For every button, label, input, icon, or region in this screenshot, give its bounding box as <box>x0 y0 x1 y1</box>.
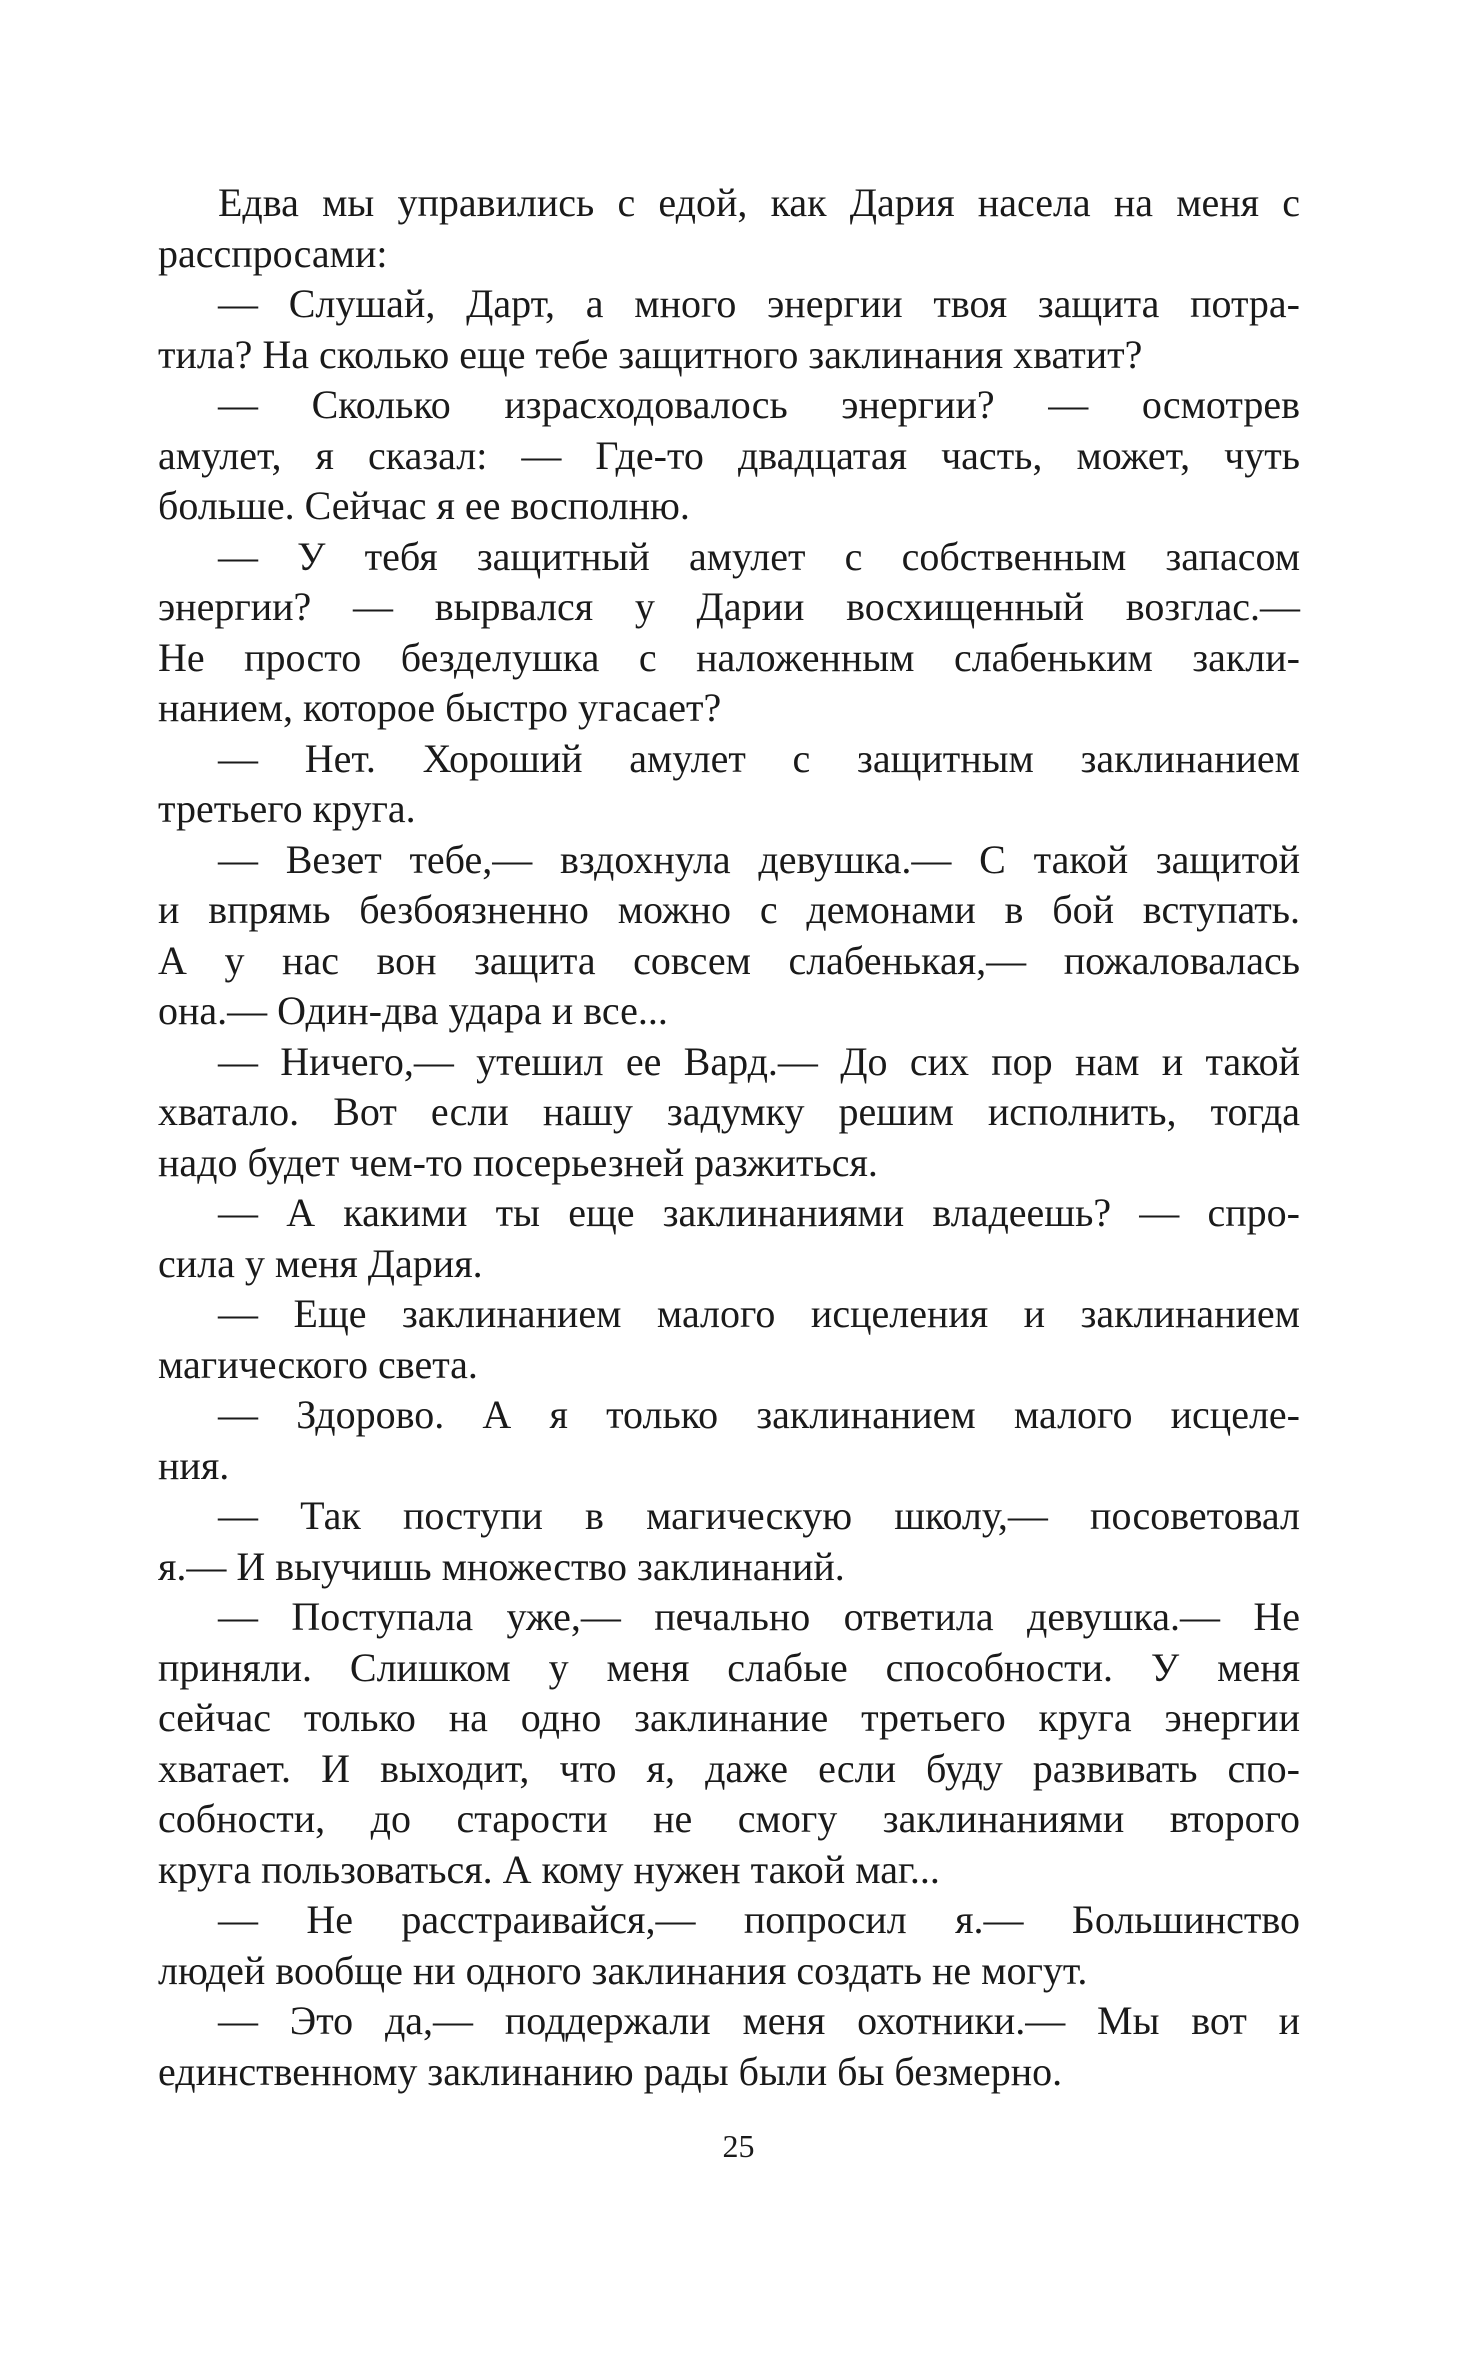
text-line: нанием, которое быстро угасает? <box>158 685 722 730</box>
text-line: больше. Сейчас я ее восполню. <box>158 483 690 528</box>
text-line: — У тебя защитный амулет с собственным запасом <box>218 533 1300 579</box>
text-line: надо будет чем-то посерьезней разжиться. <box>158 1139 878 1185</box>
text-line: собности, до старости не смогу заклинаниями второго <box>158 1796 1300 1841</box>
text-line: ния. <box>158 1442 230 1488</box>
text-line: приняли. Слишком у меня слабые способности. У меня <box>158 1644 1300 1690</box>
text-line: — Нет. Хороший амулет с защитным заклинанием <box>218 735 1300 781</box>
text-line: сейчас только на одно заклинание третьего круга энергии <box>158 1695 1300 1740</box>
text-line: единственному заклинанию рады были бы безмерно. <box>158 2048 1063 2094</box>
text-line: — Ничего,— утешил ее Вард.— До сих пор нам и такой <box>218 1038 1300 1084</box>
text-line: — Поступала уже,— печально ответила девушка.— Не <box>218 1594 1300 1639</box>
text-line: — Слушай, Дарт, а много энергии твоя защита потра- <box>218 281 1300 326</box>
text-line: круга пользоваться. А кому нужен такой маг... <box>158 1846 940 1892</box>
page-number: 25 <box>722 2128 755 2164</box>
text-line: — Еще заклинанием малого исцеления и заклинанием <box>218 1291 1300 1336</box>
text-line: А у нас вон защита совсем слабенькая,— пожаловалась <box>158 937 1300 983</box>
text-line: — Сколько израсходовалось энергии? — осмотрев <box>218 382 1300 427</box>
text-line: — Здорово. А я только заклинанием малого исцеле- <box>218 1392 1300 1437</box>
text-line: Не просто безделушка с наложенным слабеньким закли- <box>158 634 1300 680</box>
text-line: магического света. <box>158 1341 478 1387</box>
text-line: сила у меня Дария. <box>158 1240 483 1286</box>
text-line: расспросами: <box>158 230 388 276</box>
text-line: — Везет тебе,— вздохнула девушка.— С такой защитой <box>218 836 1300 882</box>
text-line: — Не расстраивайся,— попросил я.— Большинство <box>218 1897 1300 1942</box>
body-text <box>158 178 1300 2097</box>
text-line: энергии? — вырвался у Дарии восхищенный возглас.— <box>158 584 1300 629</box>
text-line: тила? На сколько еще тебе защитного заклинания хватит? <box>158 331 1143 377</box>
text-line: она.— Один-два удара и все... <box>158 988 668 1033</box>
text-line: людей вообще ни одного заклинания создать не могут. <box>158 1947 1088 1993</box>
text-line: хватает. И выходит, что я, даже если буду развивать спо- <box>158 1745 1300 1791</box>
text-line: третьего круга. <box>158 786 416 831</box>
text-line: я.— И выучишь множество заклинаний. <box>158 1543 845 1589</box>
text-line: — Так поступи в магическую школу,— посоветовал <box>218 1493 1300 1538</box>
text-line: — Это да,— поддержали меня охотники.— Мы вот и <box>218 1998 1300 2043</box>
text-line: хватало. Вот если нашу задумку решим исполнить, тогда <box>158 1089 1300 1134</box>
text-line: Едва мы управились с едой, как Дария насела на меня с <box>218 180 1300 225</box>
text-line: и впрямь безбоязненно можно с демонами в бой вступать. <box>158 887 1300 932</box>
text-line: амулет, я сказал: — Где-то двадцатая часть, может, чуть <box>158 432 1300 478</box>
text-line: — А какими ты еще заклинаниями владеешь? — спро- <box>218 1190 1300 1235</box>
